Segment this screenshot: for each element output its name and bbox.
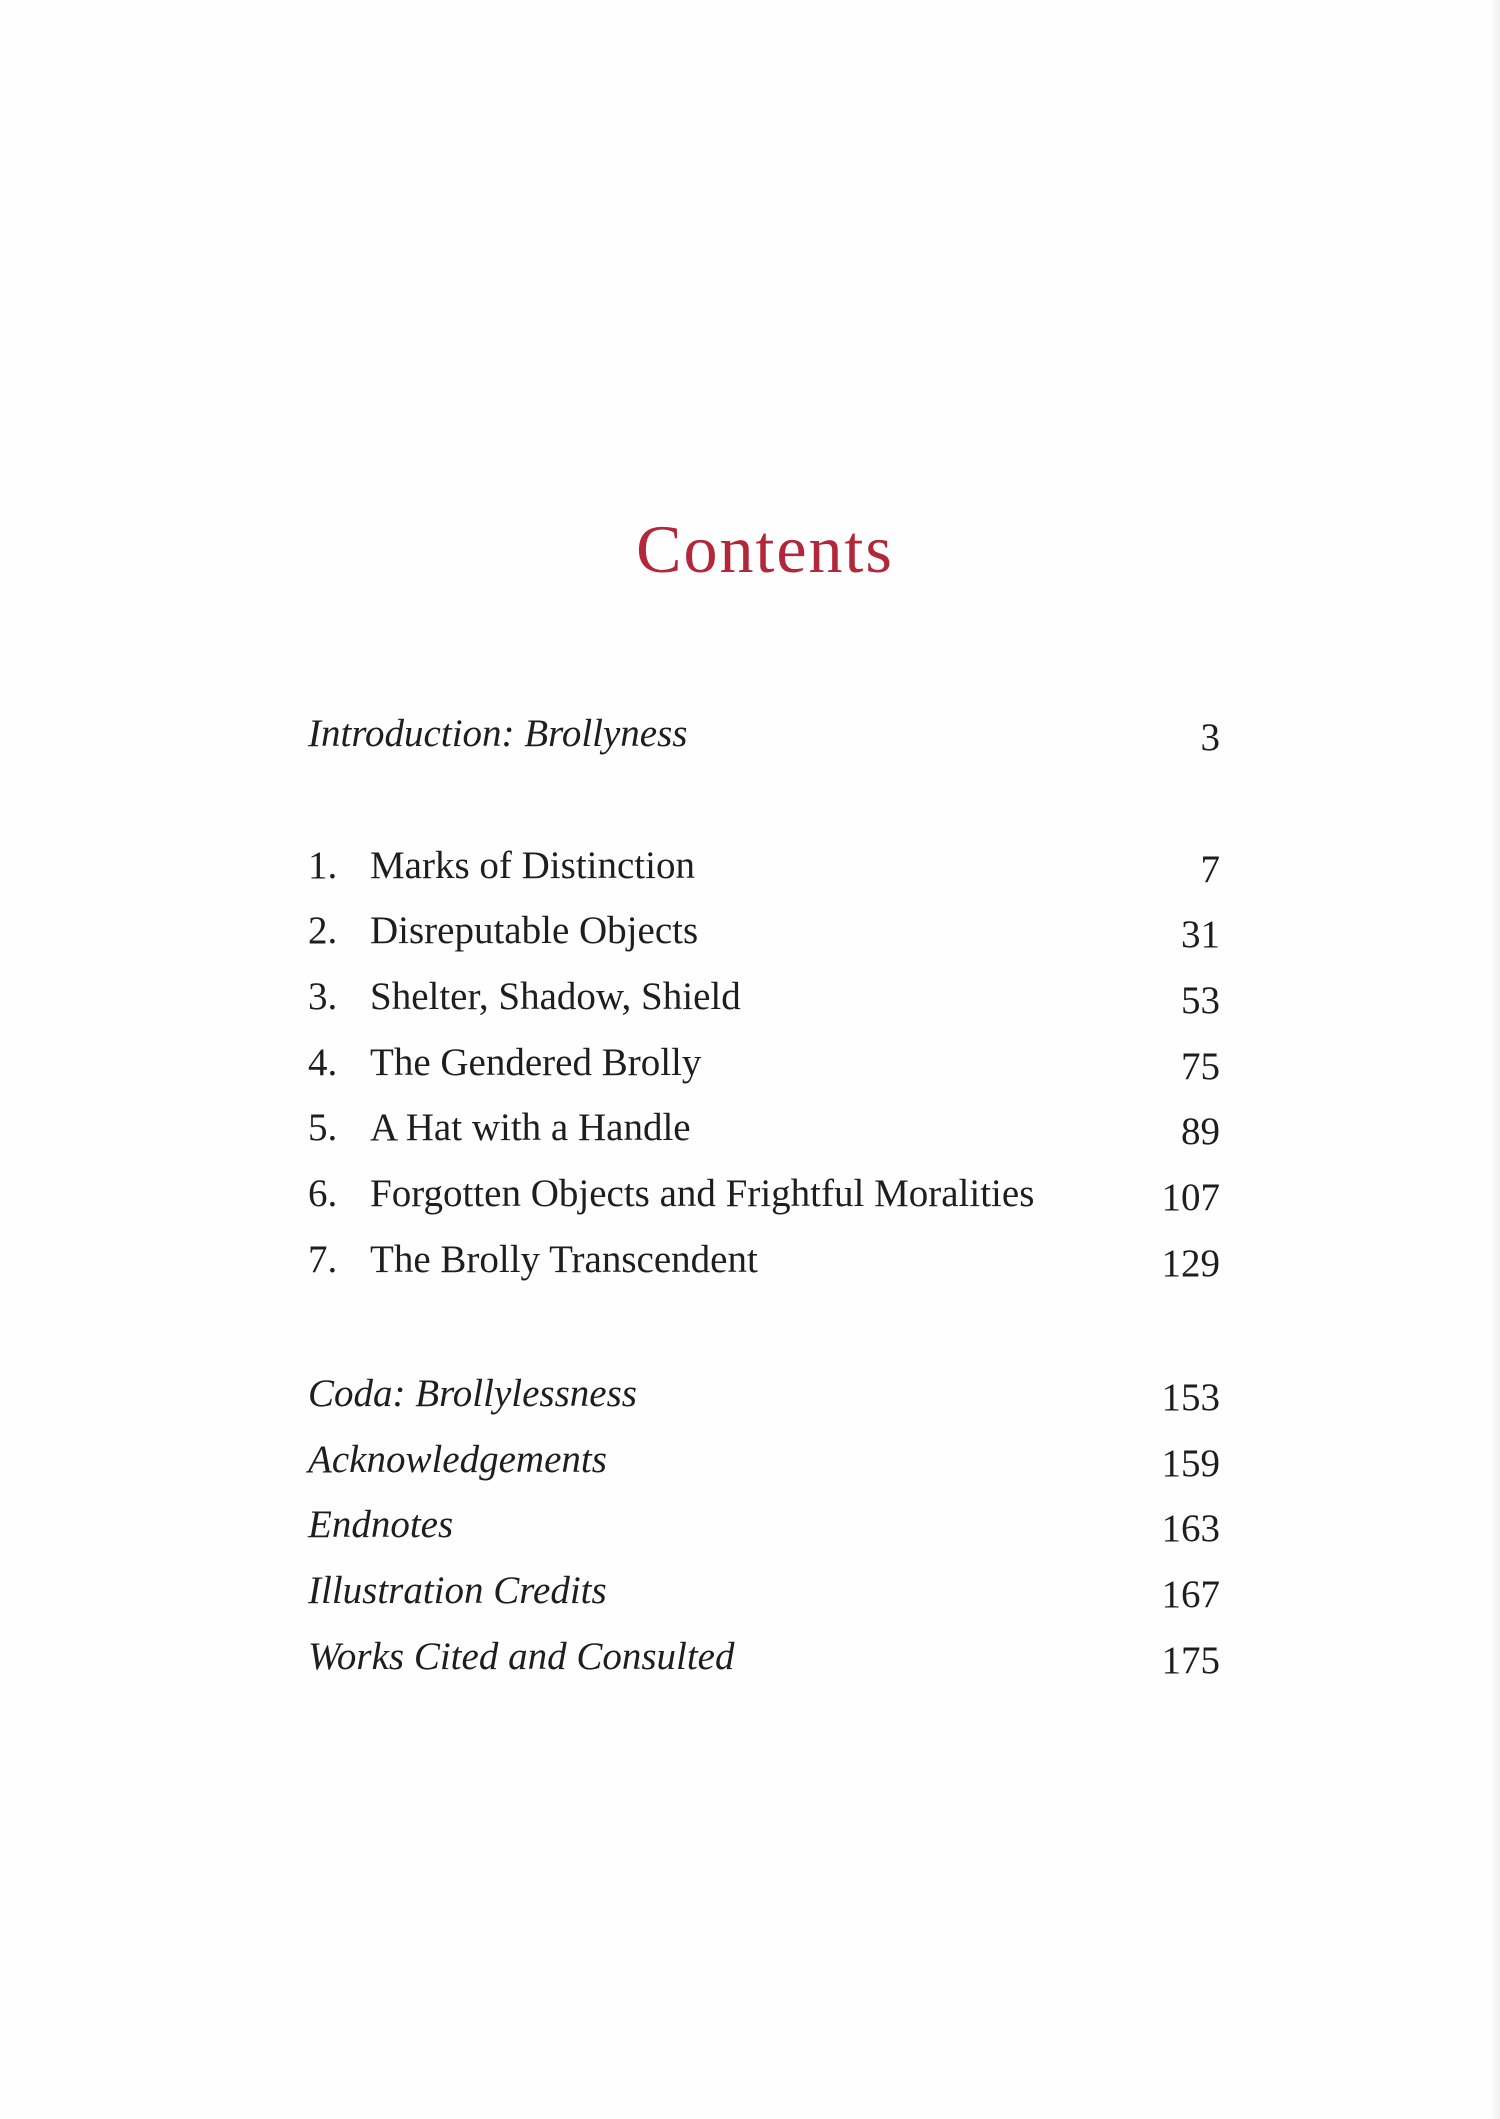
toc-entry-back-matter — [308, 1561, 1220, 1621]
toc-entry-page: 129 — [1161, 1242, 1220, 1285]
toc-entry-label: Endnotes — [308, 1503, 454, 1546]
toc-entry-page: 31 — [1181, 913, 1220, 956]
toc-entry-chapter — [308, 1230, 1220, 1290]
toc-entry-page: 167 — [1161, 1573, 1220, 1616]
toc-entry-back-matter — [308, 1430, 1220, 1490]
toc-entry-introduction — [308, 704, 1220, 764]
toc-entry-label: The Gendered Brolly — [370, 1041, 702, 1084]
toc-entry-page: 175 — [1161, 1639, 1220, 1682]
page-edge — [1492, 0, 1500, 2119]
toc-entry-label: Introduction: Brollyness — [308, 712, 688, 755]
toc-entry-label: Forgotten Objects and Frightful Moralities — [370, 1172, 1035, 1215]
toc-entry-page: 53 — [1181, 979, 1220, 1022]
chapter-number: 6. — [308, 1172, 338, 1215]
toc-entry-back-matter — [308, 1627, 1220, 1687]
toc-entry-label: A Hat with a Handle — [370, 1106, 691, 1149]
toc-entry-page: 89 — [1181, 1110, 1220, 1153]
toc-entry-label: Works Cited and Consulted — [308, 1635, 735, 1678]
toc-entry-chapter — [308, 1033, 1220, 1093]
page-title: Contents — [636, 511, 894, 587]
toc-entry-back-matter — [308, 1364, 1220, 1424]
toc-entry-label: Marks of Distinction — [370, 844, 695, 887]
chapter-number: 2. — [308, 909, 338, 952]
toc-entry-label: Disreputable Objects — [370, 909, 699, 952]
chapter-number: 5. — [308, 1106, 338, 1149]
toc-entry-label: Coda: Brollylessness — [308, 1372, 637, 1415]
toc-entry-chapter — [308, 967, 1220, 1027]
toc-entry-chapter — [308, 1164, 1220, 1224]
toc-entry-page: 163 — [1161, 1507, 1220, 1550]
chapter-number: 7. — [308, 1238, 338, 1281]
toc-entry-chapter — [308, 836, 1220, 896]
toc-entry-label: Illustration Credits — [308, 1569, 607, 1612]
toc-entry-page: 3 — [1200, 716, 1220, 759]
chapter-number: 1. — [308, 844, 338, 887]
toc-entry-back-matter — [308, 1495, 1220, 1555]
toc-entry-page: 7 — [1200, 848, 1220, 891]
toc-entry-page: 159 — [1161, 1442, 1220, 1485]
toc-entry-label: Acknowledgements — [308, 1438, 607, 1481]
toc-entry-page: 75 — [1181, 1045, 1220, 1088]
toc-entry-page: 153 — [1161, 1376, 1220, 1419]
toc-entry-label: The Brolly Transcendent — [370, 1238, 758, 1281]
toc-entry-chapter — [308, 901, 1220, 961]
toc-entry-page: 107 — [1161, 1176, 1220, 1219]
toc-entry-chapter — [308, 1098, 1220, 1158]
chapter-number: 3. — [308, 975, 338, 1018]
toc-entry-label: Shelter, Shadow, Shield — [370, 975, 741, 1018]
chapter-number: 4. — [308, 1041, 338, 1084]
